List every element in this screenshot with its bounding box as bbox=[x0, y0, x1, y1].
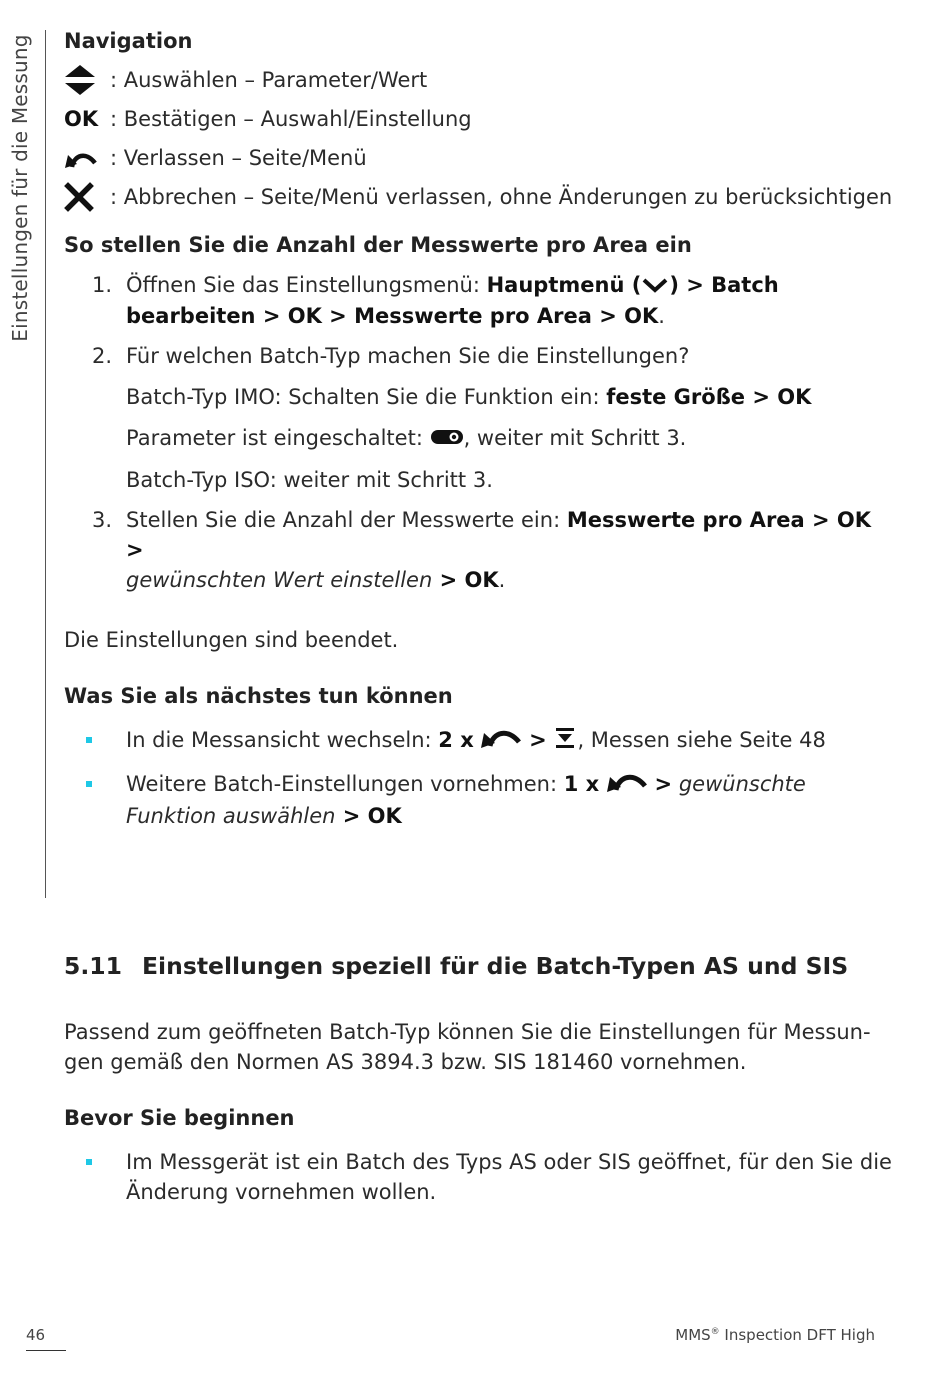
bullet-marker bbox=[64, 769, 126, 831]
cross-icon bbox=[64, 182, 98, 212]
nav-row-back bbox=[64, 138, 894, 177]
bullet-text: Weitere Batch-Einstellungen vornehmen: bbox=[126, 772, 564, 796]
up-down-arrows-icon bbox=[64, 63, 98, 97]
step-bold: Messwerte pro Area > OK > bbox=[126, 508, 872, 562]
nav-row-cancel bbox=[64, 177, 894, 216]
iso-line: Batch-Typ ISO: weiter mit Schritt 3. bbox=[126, 468, 493, 492]
step-text: Für welchen Batch-Typ machen Sie die Einstellungen? bbox=[126, 344, 690, 368]
steps-list bbox=[64, 270, 894, 595]
section-intro: Passend zum geöffneten Batch-Typ können Sie die Einstellungen für Messun-gen gemäß den Normen AS 3894.3 bzw. SIS 181460 vornehmen. bbox=[64, 1020, 871, 1074]
step-text: Öffnen Sie das Einstellungsmenü: bbox=[126, 273, 487, 297]
bullet-marker bbox=[64, 1147, 126, 1207]
step-bold: > OK bbox=[432, 568, 499, 592]
step-number: 3. bbox=[91, 508, 112, 532]
bullet-text: In die Messansicht wechseln: bbox=[126, 728, 439, 752]
bullet-gt: > bbox=[654, 772, 673, 796]
toggle-on-icon bbox=[430, 424, 464, 454]
page-content bbox=[64, 26, 894, 1207]
count-section-heading: So stellen Sie die Anzahl der Messwerte pro Area ein bbox=[64, 233, 692, 257]
list-item bbox=[64, 769, 894, 831]
side-rule bbox=[45, 30, 46, 898]
step-bold: Hauptmenü ( bbox=[486, 273, 642, 297]
param-end: , weiter mit Schritt 3. bbox=[463, 426, 687, 450]
imo-line bbox=[126, 382, 894, 412]
navigation-heading: Navigation bbox=[64, 29, 193, 53]
bullet-bold: 2 x bbox=[438, 728, 474, 752]
section-title: Einstellungen speziell für die Batch-Typen AS und SIS bbox=[142, 952, 849, 980]
page-number: 46 bbox=[26, 1326, 46, 1344]
before-heading: Bevor Sie beginnen bbox=[64, 1106, 295, 1130]
section-heading-5-11 bbox=[64, 951, 894, 981]
back-arrow-icon bbox=[606, 769, 648, 801]
measure-icon bbox=[553, 725, 577, 757]
bullet-italic: gewünschte Funktion auswählen bbox=[126, 772, 806, 828]
nav-text: : Verlassen – Seite/Menü bbox=[110, 145, 367, 170]
list-item bbox=[64, 341, 894, 495]
bullet-marker bbox=[64, 725, 126, 757]
nav-text: : Abbrechen – Seite/Menü verlassen, ohne Änderungen zu berücksichtigen bbox=[110, 184, 893, 209]
nav-text: : Bestätigen – Auswahl/Einstellung bbox=[110, 106, 472, 131]
chevron-down-icon bbox=[641, 271, 669, 301]
back-arrow-icon bbox=[480, 725, 522, 757]
side-chapter-label: Einstellungen für die Messung bbox=[8, 34, 32, 342]
step-text: Stellen Sie die Anzahl der Messwerte ein: bbox=[126, 508, 567, 532]
done-text: Die Einstellungen sind beendet. bbox=[64, 628, 399, 652]
list-item bbox=[64, 725, 894, 757]
footer-product: MMS® Inspection DFT High bbox=[675, 1326, 875, 1344]
step-italic: gewünschten Wert einstellen bbox=[126, 568, 433, 592]
ok-symbol: OK bbox=[64, 106, 99, 131]
param-line bbox=[126, 423, 894, 454]
list-item bbox=[64, 270, 894, 331]
param-text: Parameter ist eingeschaltet: bbox=[126, 426, 430, 450]
step-bold: ) > Batch bearbeiten > OK > Messwerte pro Area > OK bbox=[126, 273, 779, 328]
nav-row-select bbox=[64, 60, 894, 99]
step-end: . bbox=[498, 568, 506, 592]
step-number: 1. bbox=[91, 273, 112, 297]
nav-row-confirm bbox=[64, 99, 894, 138]
section-number: 5.11 bbox=[64, 952, 122, 980]
footer-rule bbox=[26, 1350, 66, 1351]
bullet-text: Im Messgerät ist ein Batch des Typs AS oder SIS geöffnet, für den Sie die Änderung vornehmen wollen. bbox=[126, 1150, 892, 1204]
bullet-bold: > OK bbox=[335, 804, 402, 828]
imo-text: Batch-Typ IMO: Schalten Sie die Funktion ein: bbox=[126, 385, 607, 409]
list-item bbox=[64, 1147, 894, 1207]
step-number: 2. bbox=[91, 344, 112, 368]
next-section-heading: Was Sie als nächstes tun können bbox=[64, 684, 453, 708]
bullet-gt: > bbox=[529, 728, 547, 752]
back-arrow-icon bbox=[64, 147, 98, 169]
bullet-after: , Messen siehe Seite 48 bbox=[577, 728, 826, 752]
step-end: . bbox=[658, 304, 665, 328]
list-item bbox=[64, 505, 894, 595]
imo-bold: feste Größe > OK bbox=[606, 385, 812, 409]
bullet-bold: 1 x bbox=[563, 772, 600, 796]
nav-text: : Auswählen – Parameter/Wert bbox=[110, 67, 428, 92]
